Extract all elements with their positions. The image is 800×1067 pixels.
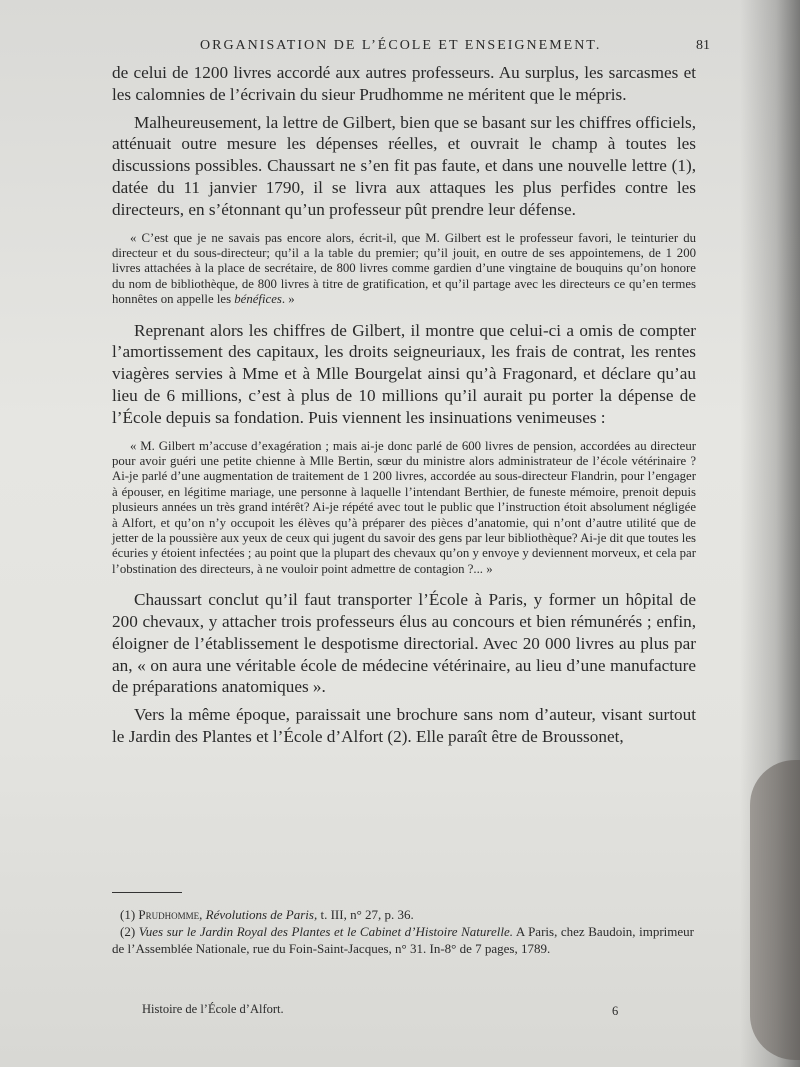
quotation-1-text: « C’est que je ne savais pas encore alors, écrit-il, que M. Gilbert est le professeur favori, le teinturier du directeur et du sous-directeur; qu’il a la table du premier; qu’il jouit, en outre de ses appointemens, de 1 200 livres attachées à la place de secrétaire, de 800 livres comme gardien d’une vingtaine de bouquins qu’on honore du nom de bibliothèque, de 800 livres à titre de gratification, et qu’il partage avec les directeurs ce qu’en termes honnêtes on appelle les (112, 230, 696, 307)
footnote-1-title: Révolutions de Paris, (202, 907, 318, 922)
footnote-2 (112, 923, 694, 957)
paragraph-1: de celui de 1200 livres accordé aux autres professeurs. Au surplus, les sarcasmes et les calomnies de l’écrivain du sieur Prudhomme ne méritent que le mépris. (112, 63, 696, 104)
quotation-1-italic: bénéfices (234, 292, 282, 307)
footnote-1 (112, 906, 694, 923)
page-number: 81 (696, 38, 710, 53)
footnote-1-num: (1) (120, 907, 139, 922)
paragraph-5: Vers la même époque, paraissait une brochure sans nom d’auteur, visant surtout le Jardin des Plantes et l’École d’Alfort (2). Elle paraît être de Broussonet, (112, 705, 696, 747)
paragraph-4: Chaussart conclut qu’il faut transporter l’École à Paris, y former un hôpital de 200 chevaux, y attacher trois professeurs élus au concours et bien rémunérés ; enfin, éloigner de l’établissement le despotisme directorial. Avec 20 000 livres au plus par an, « on aura une véritable école de médecine vétérinaire, au lieu d’une manufacture de préparations anatomiques ». (112, 590, 696, 697)
footnote-1-author: Prudhomme, (138, 907, 203, 922)
quotation-1-end: . » (281, 292, 295, 307)
paragraph-3: Reprenant alors les chiffres de Gilbert, il montre que celui-ci a omis de compter l’amortissement des capitaux, les droits seigneuriaux, les frais de contrat, les rentes viagères servies à Mme et à Mlle Bourgelat ainsi qu’à Fragonard, et déclare qu’au lieu de 6 millions, c’est à plus de 10 millions qu’il aurait pu porter la dépense de l’École depuis sa fondation. Puis viennent les insinuations venimeuses : (112, 320, 696, 427)
quotation-1 (112, 231, 696, 308)
footnote-1-rest: t. III, n° 27, p. 36. (317, 907, 414, 922)
signature-title: Histoire de l’École d’Alfort. (142, 1002, 284, 1016)
paragraph-2: Malheureusement, la lettre de Gilbert, bien que se basant sur les chiffres officiels, atténuait outre mesure les dépenses réelles, et ouvrait le champ à toutes les discussions possibles. Chaussart ne s’en fit pas faute, et dans une nouvelle lettre (1), datée du 11 janvier 1790, il se livra aux attaques les plus perfides contre les directeurs, en s’étonnant qu’un professeur pût prendre leur défense. (112, 112, 696, 219)
footnote-rule (112, 892, 182, 893)
footnote-2-rest: A Paris, chez Baudoin, imprimeur de l’Assemblée Nationale, rue du Foin-Saint-Jacques, n° 31. In-8° de 7 pages, 1789. (112, 924, 694, 956)
quotation-2: « M. Gilbert m’accuse d’exagération ; mais ai-je donc parlé de 600 livres de pension, accordées au directeur pour avoir guéri une petite chienne à Mlle Bertin, sœur du ministre alors administrateur de l’école vétérinaire ? Ai-je parlé d’une augmentation de traitement de 1 200 livres, accordée au sous-directeur Flandrin, pour l’engager à épouser, en légitime mariage, une personne à laquelle l’intendant Berthier, de funeste mémoire, prenoit depuis plusieurs années un très grand intérêt? Ai-je répété avec tout le public que l’instruction étoit absolument négligée à Alfort, et qu’on n’y occupoit les élèves qu’à préparer des pièces d’anatomie, qui n’ont d’autre utilité que de jetter de la poussière aux yeux de ceux qui jugent du savoir des gens par leur bibliothèque? Ai-je dit que toutes les écuries y étoient infectées ; au point que la plupart des chevaux qu’on y envoye y deviennent morveux, et cela par l’obstination des directeurs, à ne vouloir point admettre de contagion ?... » (112, 438, 696, 576)
running-title: ORGANISATION DE L’ÉCOLE ET ENSEIGNEMENT. (200, 38, 602, 53)
footnote-2-title: Vues sur le Jardin Royal des Plantes et le Cabinet d’Histoire Naturelle. (138, 924, 514, 939)
signature-mark: 6 (612, 1004, 619, 1018)
footnote-2-num: (2) (120, 924, 139, 939)
main-text (112, 62, 696, 754)
thumb-shadow (750, 760, 800, 1060)
footnotes (112, 906, 694, 957)
